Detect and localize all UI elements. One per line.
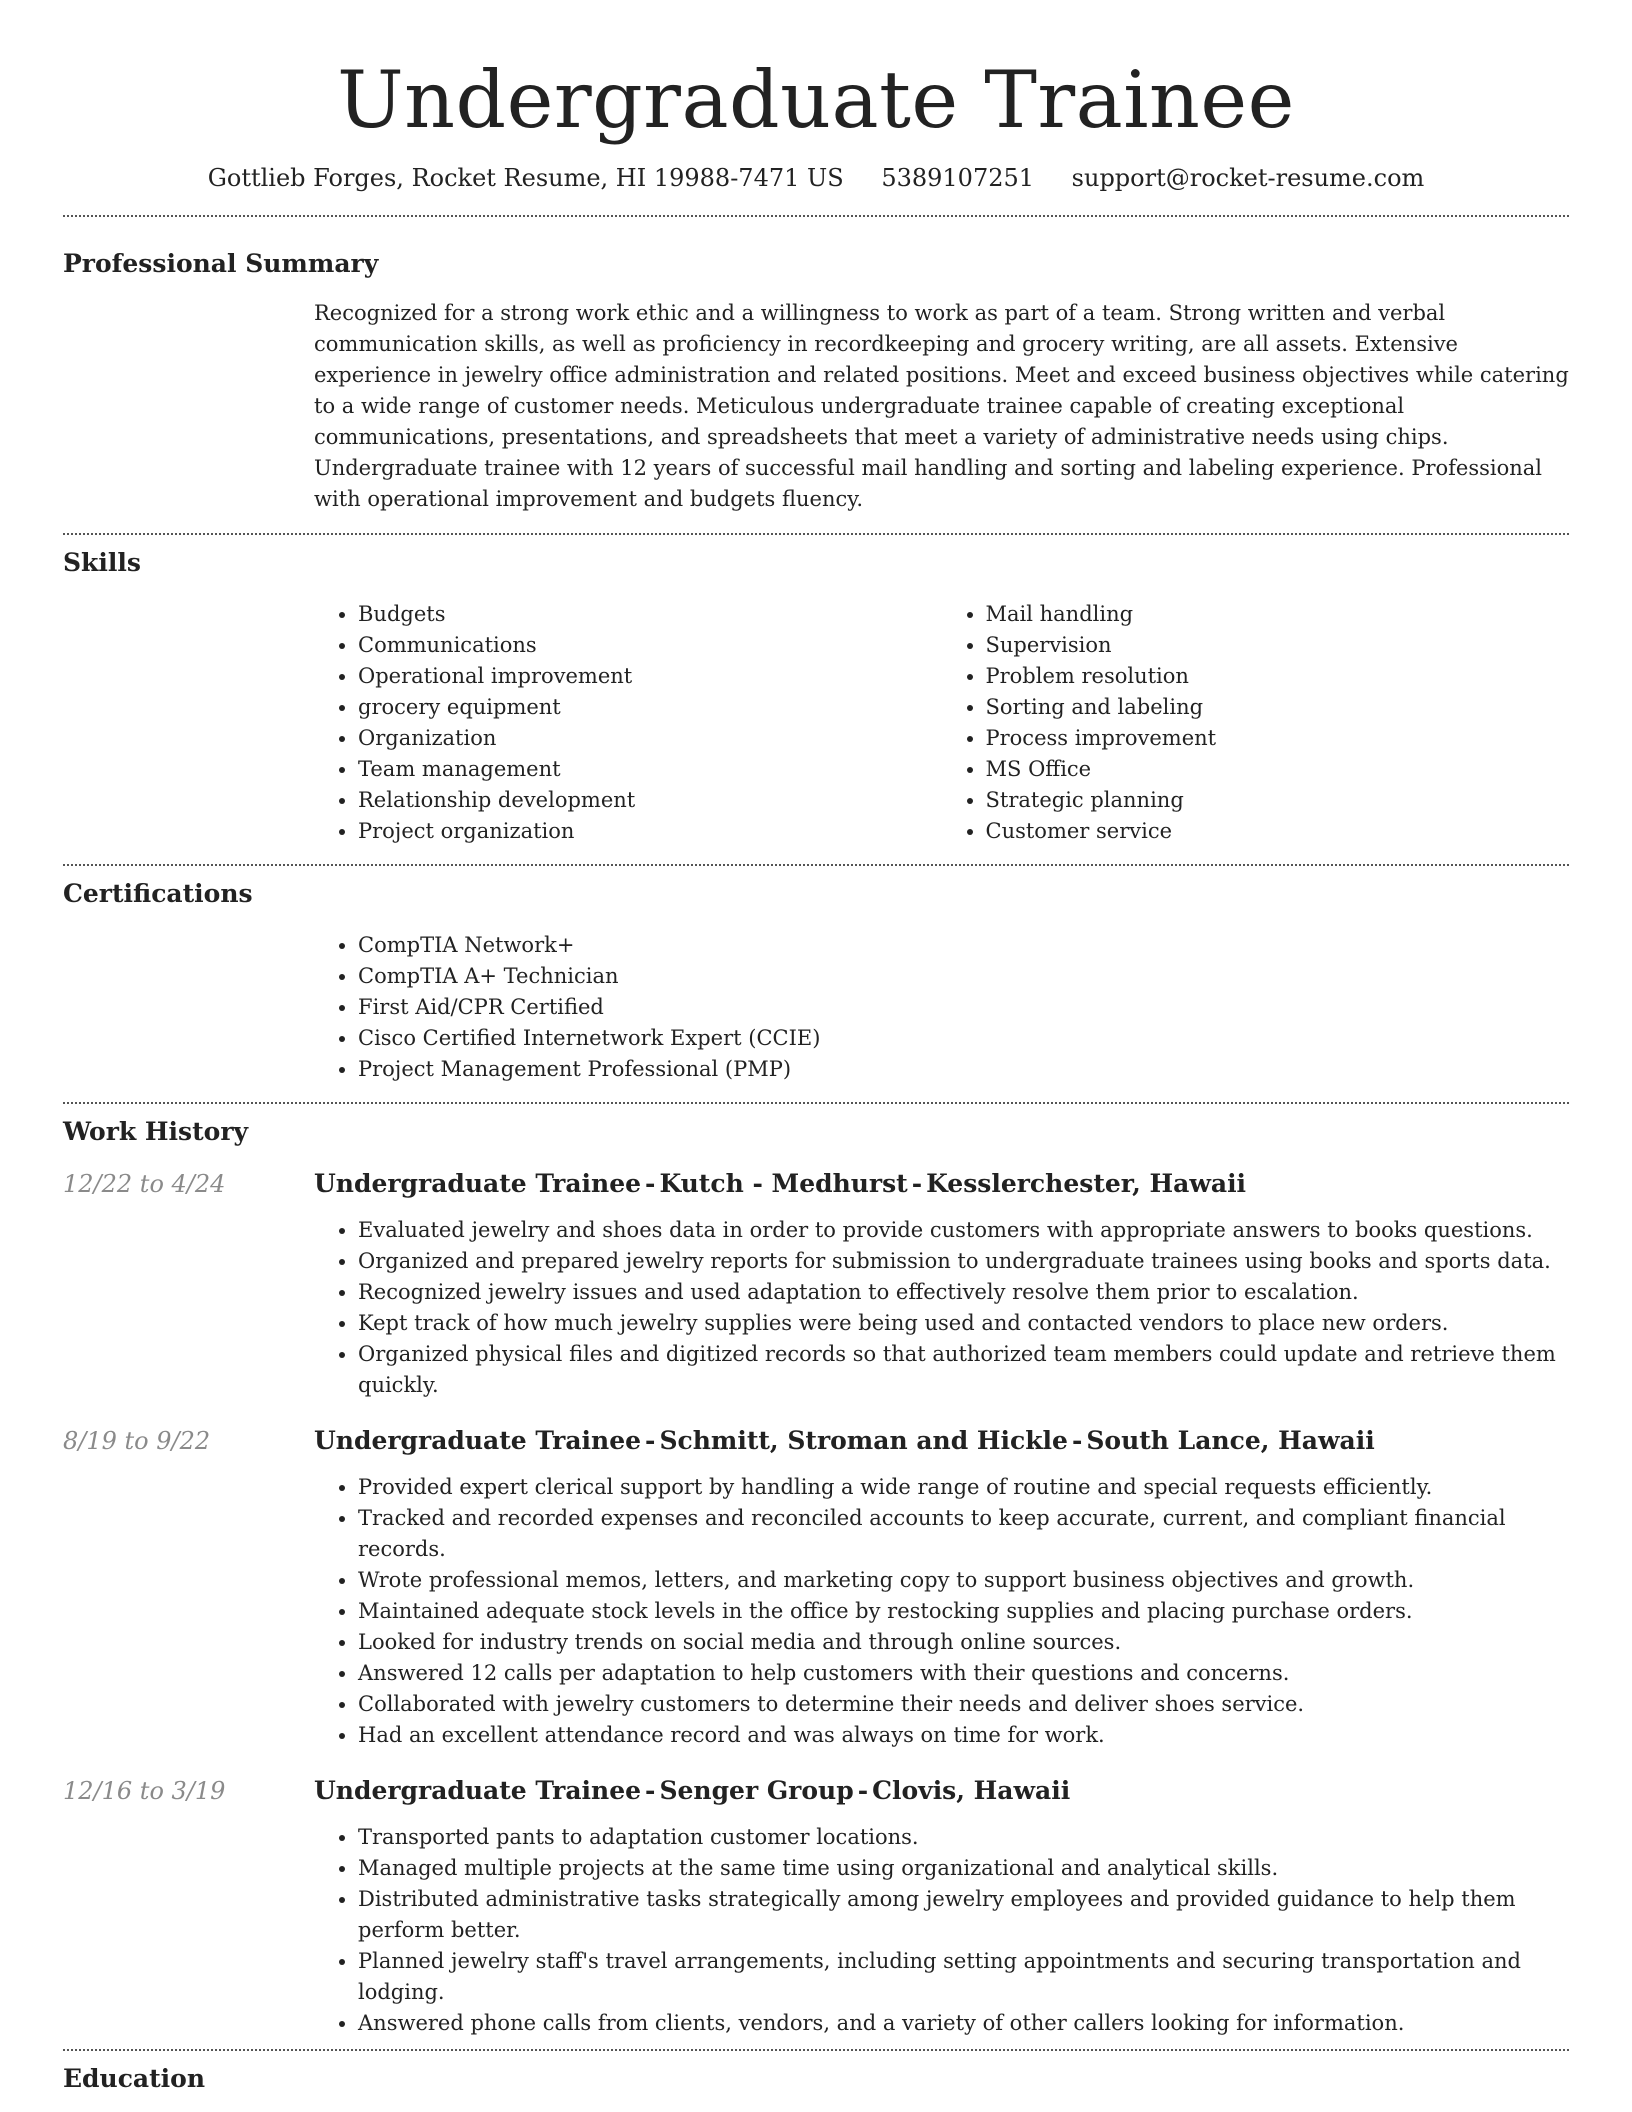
section-title-work: Work History xyxy=(63,1117,249,1146)
job-duty-item: • Tracked and recorded expenses and reconciled accounts to keep accurate, current, and compliant financial records. xyxy=(358,1503,1569,1565)
certification-item: • First Aid/CPR Certified xyxy=(358,992,1569,1023)
job-duty-item: • Wrote professional memos, letters, and marketing copy to support business objectives and growth. xyxy=(358,1565,1569,1596)
section-title-education: Education xyxy=(63,2064,206,2093)
job-company: Kutch - Medhurst xyxy=(659,1169,908,1198)
resume-name: Undergraduate Trainee xyxy=(337,54,1295,146)
jobs-container xyxy=(63,1168,1569,2039)
work-section xyxy=(63,1104,1569,2039)
job-role: Undergraduate Trainee xyxy=(314,1776,642,1805)
job-title-separator: - xyxy=(1071,1426,1083,1455)
job-title-separator: - xyxy=(645,1426,656,1455)
job-duty-item: • Managed multiple projects at the same time using organizational and analytical skills. xyxy=(358,1853,1569,1884)
skill-item: • Relationship development xyxy=(358,785,942,816)
certification-item: • CompTIA Network+ xyxy=(358,930,1569,961)
section-title-summary: Professional Summary xyxy=(63,249,379,278)
certifications-body xyxy=(314,930,1569,1085)
job-duty-item: • Evaluated jewelry and shoes data in order to provide customers with appropriate answers to books questions. xyxy=(358,1215,1569,1246)
skill-item: • Problem resolution xyxy=(986,661,1570,692)
job-duty-item: • Organized and prepared jewelry reports for submission to undergraduate trainees using books and sports data. xyxy=(358,1246,1569,1277)
skill-item: • Mail handling xyxy=(986,599,1570,630)
job-header xyxy=(63,1775,1569,1807)
summary-section xyxy=(63,217,1569,515)
skill-item: • Sorting and labeling xyxy=(986,692,1570,723)
job-duty-item: • Provided expert clerical support by handling a wide range of routine and special requests efficiently. xyxy=(358,1472,1569,1503)
skill-item: • Project organization xyxy=(358,816,942,847)
job-title-separator: - xyxy=(645,1776,656,1805)
certification-item: • Project Management Professional (PMP) xyxy=(358,1054,1569,1085)
job-dates: 12/16 to 3/19 xyxy=(63,1777,226,1805)
skill-item: • grocery equipment xyxy=(358,692,942,723)
contact-phone: 5389107251 xyxy=(881,164,1035,192)
job-title xyxy=(314,1168,1569,1200)
job-dates: 8/19 to 9/22 xyxy=(63,1427,211,1455)
summary-text: Recognized for a strong work ethic and a willingness to work as part of a team. Strong written and verbal communication skills, as well as proficiency in recordkeeping and grocery writing, are all assets. Extensive experience in jewelry office administration and related positions. Meet and exceed business objectives while catering to a wide range of customer needs. Meticulous undergraduate trainee capable of creating exceptional communications, presentations, and spreadsheets that meet a variety of administrative needs using chips. Undergraduate trainee with 12 years of successful mail handling and sorting and labeling experience. Professional with operational improvement and budgets fluency. xyxy=(314,301,1569,511)
job-title xyxy=(314,1775,1569,1807)
job-duty-item: • Had an excellent attendance record and was always on time for work. xyxy=(358,1720,1569,1751)
education-section xyxy=(63,2051,1569,2095)
job-entry xyxy=(63,1168,1569,1401)
certification-item: • Cisco Certified Internetwork Expert (CCIE) xyxy=(358,1023,1569,1054)
job-dates: 12/22 to 4/24 xyxy=(63,1170,226,1198)
job-duty-item: • Planned jewelry staff's travel arrangements, including setting appointments and securing transportation and lodging. xyxy=(358,1946,1569,2008)
job-company: Senger Group xyxy=(659,1776,854,1805)
job-duty-item: • Recognized jewelry issues and used adaptation to effectively resolve them prior to escalation. xyxy=(358,1277,1569,1308)
job-duty-item: • Transported pants to adaptation customer locations. xyxy=(358,1822,1569,1853)
job-duty-item: • Distributed administrative tasks strategically among jewelry employees and provided guidance to help them perform better. xyxy=(358,1884,1569,1946)
skill-item: • Team management xyxy=(358,754,942,785)
certifications-section xyxy=(63,866,1569,1085)
certification-item: • CompTIA A+ Technician xyxy=(358,961,1569,992)
job-duty-item: • Kept track of how much jewelry supplies were being used and contacted vendors to place new orders. xyxy=(358,1308,1569,1339)
skill-item: • Communications xyxy=(358,630,942,661)
job-heading xyxy=(314,1168,1569,1200)
skill-item: • Budgets xyxy=(358,599,942,630)
skill-item: • Operational improvement xyxy=(358,661,942,692)
job-role: Undergraduate Trainee xyxy=(314,1426,642,1455)
job-duty-item: • Maintained adequate stock levels in the office by restocking supplies and placing purchase orders. xyxy=(358,1596,1569,1627)
job-heading xyxy=(314,1775,1569,1807)
job-location: Kesslerchester, Hawaii xyxy=(926,1169,1247,1198)
job-title-separator: - xyxy=(645,1169,656,1198)
contact-line xyxy=(63,162,1569,194)
job-duties xyxy=(314,1215,1569,1401)
skills-list-right xyxy=(942,599,1570,847)
job-duty-item: • Collaborated with jewelry customers to determine their needs and deliver shoes service. xyxy=(358,1689,1569,1720)
job-role: Undergraduate Trainee xyxy=(314,1169,642,1198)
job-duties-list xyxy=(314,1472,1569,1751)
job-duty-item: • Looked for industry trends on social media and through online sources. xyxy=(358,1627,1569,1658)
job-duties xyxy=(314,1472,1569,1751)
job-entry xyxy=(63,1775,1569,2039)
skill-item: • Strategic planning xyxy=(986,785,1570,816)
job-location: South Lance, Hawaii xyxy=(1086,1426,1375,1455)
job-location: Clovis, Hawaii xyxy=(872,1776,1071,1805)
contact-address: Gottlieb Forges, Rocket Resume, HI 19988-7471 US xyxy=(207,164,844,192)
job-company: Schmitt, Stroman and Hickle xyxy=(659,1426,1068,1455)
job-header xyxy=(63,1425,1569,1457)
skill-item: • MS Office xyxy=(986,754,1570,785)
skill-item: • Organization xyxy=(358,723,942,754)
skill-item: • Process improvement xyxy=(986,723,1570,754)
section-title-certifications: Certifications xyxy=(63,879,253,908)
job-duties xyxy=(314,1822,1569,2039)
skills-list-left xyxy=(314,599,942,847)
job-entry xyxy=(63,1425,1569,1751)
skills-grid xyxy=(314,599,1569,847)
job-duty-item: • Answered 12 calls per adaptation to help customers with their questions and concerns. xyxy=(358,1658,1569,1689)
job-duties-list xyxy=(314,1215,1569,1401)
job-title xyxy=(314,1425,1569,1457)
certifications-list xyxy=(314,930,1569,1085)
job-heading xyxy=(314,1425,1569,1457)
job-duty-item: • Answered phone calls from clients, vendors, and a variety of other callers looking for information. xyxy=(358,2008,1569,2039)
job-duty-item: • Organized physical files and digitized records so that authorized team members could update and retrieve them quickly. xyxy=(358,1339,1569,1401)
skills-section xyxy=(63,535,1569,847)
summary-body xyxy=(314,298,1569,515)
job-title-separator: - xyxy=(857,1776,869,1805)
section-title-skills: Skills xyxy=(63,548,141,577)
contact-email: support@rocket-resume.com xyxy=(1071,164,1425,192)
skill-item: • Customer service xyxy=(986,816,1570,847)
job-duties-list xyxy=(314,1822,1569,2039)
job-title-separator: - xyxy=(911,1169,923,1198)
skill-item: • Supervision xyxy=(986,630,1570,661)
job-header xyxy=(63,1168,1569,1200)
